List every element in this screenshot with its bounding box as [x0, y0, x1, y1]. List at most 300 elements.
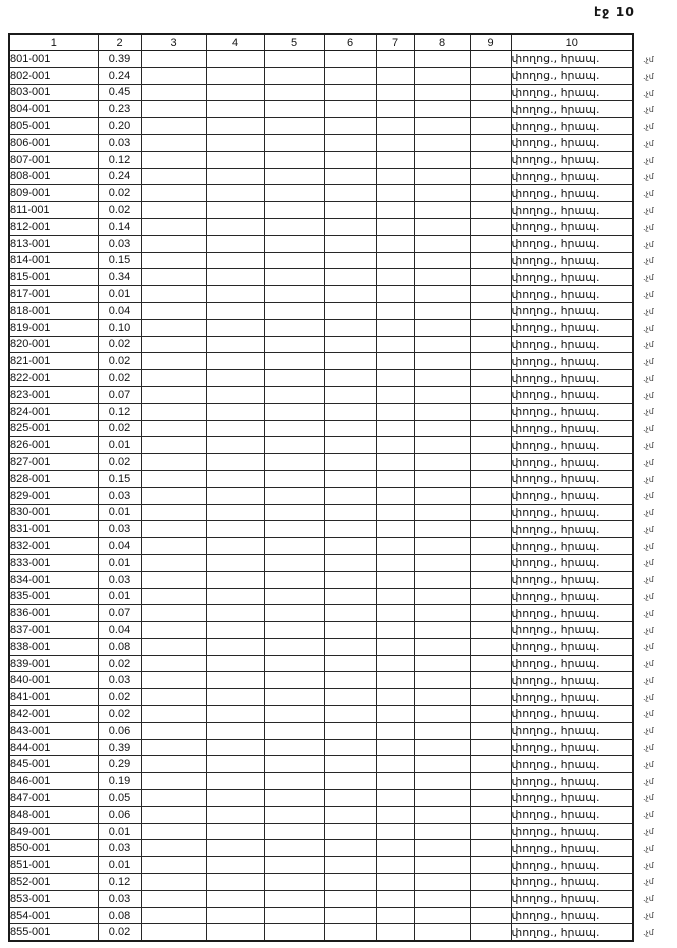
margin-note: .չմ: [643, 71, 654, 81]
cell-empty: [414, 286, 470, 303]
cell-empty: [141, 286, 206, 303]
cell-empty: [264, 84, 324, 101]
cell-empty: [141, 319, 206, 336]
cell-empty: [206, 454, 264, 471]
cell-empty: [141, 672, 206, 689]
cell-empty: [264, 605, 324, 622]
cell-code: 825-001: [9, 420, 98, 437]
cell-category-text: փողոց., հրապ.: [511, 218, 633, 235]
cell-value: 0.03: [98, 134, 141, 151]
cell-empty: [376, 790, 414, 807]
cell-category-text: փողոց., հրապ.: [511, 134, 633, 151]
cell-empty: [141, 806, 206, 823]
margin-note: .չմ: [643, 474, 654, 484]
cell-empty: [324, 790, 376, 807]
table-row: [9, 907, 633, 924]
cell-empty: [470, 487, 511, 504]
cell-empty: [324, 151, 376, 168]
cell-empty: [470, 722, 511, 739]
cell-value: 0.07: [98, 386, 141, 403]
table-row: [9, 756, 633, 773]
table-row: [9, 118, 633, 135]
cell-empty: [141, 773, 206, 790]
margin-note: .չմ: [643, 390, 654, 400]
cell-empty: [264, 218, 324, 235]
table-row: [9, 269, 633, 286]
margin-notes-column: [643, 52, 673, 941]
cell-empty: [470, 806, 511, 823]
cell-empty: [414, 890, 470, 907]
cell-empty: [376, 890, 414, 907]
cell-empty: [264, 134, 324, 151]
cell-value: 0.01: [98, 588, 141, 605]
table-row: [9, 470, 633, 487]
cell-empty: [470, 51, 511, 68]
cell-empty: [376, 655, 414, 672]
table-header-row: [9, 34, 633, 51]
cell-empty: [414, 370, 470, 387]
cell-empty: [376, 101, 414, 118]
cell-empty: [206, 622, 264, 639]
cell-empty: [470, 689, 511, 706]
cell-empty: [141, 538, 206, 555]
cell-empty: [324, 756, 376, 773]
cell-empty: [324, 622, 376, 639]
cell-empty: [141, 269, 206, 286]
table-row: [9, 605, 633, 622]
cell-empty: [414, 605, 470, 622]
cell-empty: [376, 420, 414, 437]
cell-empty: [414, 857, 470, 874]
cell-empty: [324, 218, 376, 235]
margin-note: .չմ: [643, 105, 654, 115]
cell-category-text: փողոց., հրապ.: [511, 638, 633, 655]
table-row: [9, 689, 633, 706]
cell-empty: [324, 84, 376, 101]
margin-note: .չմ: [643, 340, 654, 350]
cell-category-text: փողոց., հրապ.: [511, 151, 633, 168]
table-row: [9, 504, 633, 521]
cell-value: 0.04: [98, 622, 141, 639]
cell-empty: [206, 756, 264, 773]
cell-empty: [376, 487, 414, 504]
cell-empty: [264, 689, 324, 706]
cell-value: 0.02: [98, 706, 141, 723]
cell-code: 813-001: [9, 235, 98, 252]
margin-note: .չմ: [643, 692, 654, 702]
cell-empty: [414, 638, 470, 655]
cell-empty: [376, 269, 414, 286]
cell-value: 0.03: [98, 235, 141, 252]
cell-empty: [470, 84, 511, 101]
cell-empty: [206, 487, 264, 504]
cell-empty: [264, 638, 324, 655]
cell-category-text: փողոց., հրապ.: [511, 168, 633, 185]
cell-value: 0.02: [98, 185, 141, 202]
margin-note: .չմ: [643, 373, 654, 383]
table-row: [9, 790, 633, 807]
margin-note: .չմ: [643, 541, 654, 551]
cell-code: 845-001: [9, 756, 98, 773]
margin-note: .չմ: [643, 206, 654, 216]
cell-empty: [264, 823, 324, 840]
cell-empty: [414, 353, 470, 370]
cell-empty: [141, 840, 206, 857]
cell-empty: [324, 252, 376, 269]
cell-code: 849-001: [9, 823, 98, 840]
cell-value: 0.01: [98, 437, 141, 454]
cell-empty: [376, 51, 414, 68]
cell-empty: [376, 470, 414, 487]
cell-empty: [376, 924, 414, 941]
cell-value: 0.34: [98, 269, 141, 286]
cell-empty: [264, 403, 324, 420]
cell-empty: [470, 218, 511, 235]
cell-empty: [141, 386, 206, 403]
margin-note: .չմ: [643, 256, 654, 266]
cell-empty: [206, 588, 264, 605]
cell-empty: [264, 252, 324, 269]
margin-note: .չմ: [643, 743, 654, 753]
table-row: [9, 588, 633, 605]
margin-note: .չմ: [643, 138, 654, 148]
cell-empty: [264, 840, 324, 857]
cell-code: 811-001: [9, 202, 98, 219]
cell-empty: [376, 319, 414, 336]
table-row: [9, 386, 633, 403]
cell-empty: [141, 403, 206, 420]
cell-empty: [414, 706, 470, 723]
table-row: [9, 521, 633, 538]
cell-empty: [376, 403, 414, 420]
cell-code: 828-001: [9, 470, 98, 487]
cell-category-text: փողոց., հրապ.: [511, 554, 633, 571]
cell-value: 0.02: [98, 924, 141, 941]
cell-empty: [264, 857, 324, 874]
table-row: [9, 51, 633, 68]
cell-empty: [141, 874, 206, 891]
cell-empty: [206, 538, 264, 555]
cell-empty: [376, 521, 414, 538]
cell-empty: [141, 185, 206, 202]
cell-empty: [470, 874, 511, 891]
cell-empty: [141, 588, 206, 605]
margin-note: .չմ: [643, 306, 654, 316]
column-header-3: 3: [141, 34, 206, 51]
table-row: [9, 101, 633, 118]
margin-note: .չմ: [643, 323, 654, 333]
cell-category-text: փողոց., հրապ.: [511, 353, 633, 370]
cell-value: 0.12: [98, 151, 141, 168]
cell-value: 0.06: [98, 722, 141, 739]
cell-empty: [141, 823, 206, 840]
cell-empty: [206, 571, 264, 588]
cell-empty: [414, 235, 470, 252]
cell-empty: [206, 235, 264, 252]
cell-empty: [206, 370, 264, 387]
cell-empty: [324, 773, 376, 790]
cell-empty: [264, 924, 324, 941]
cell-empty: [376, 134, 414, 151]
table-row: [9, 420, 633, 437]
cell-empty: [264, 739, 324, 756]
cell-value: 0.12: [98, 403, 141, 420]
column-header-7: 7: [376, 34, 414, 51]
cell-value: 0.02: [98, 353, 141, 370]
cell-empty: [414, 756, 470, 773]
table-row: [9, 890, 633, 907]
margin-note: .չմ: [643, 357, 654, 367]
cell-category-text: փողոց., հրապ.: [511, 403, 633, 420]
cell-empty: [324, 168, 376, 185]
cell-empty: [141, 353, 206, 370]
table-row: [9, 454, 633, 471]
cell-empty: [376, 118, 414, 135]
cell-empty: [206, 739, 264, 756]
cell-empty: [376, 622, 414, 639]
cell-value: 0.02: [98, 420, 141, 437]
cell-code: 843-001: [9, 722, 98, 739]
cell-empty: [264, 706, 324, 723]
table-row: [9, 151, 633, 168]
cell-empty: [206, 168, 264, 185]
cell-value: 0.15: [98, 470, 141, 487]
table-row: [9, 336, 633, 353]
cell-category-text: փողոց., հրապ.: [511, 67, 633, 84]
margin-note: .չմ: [643, 608, 654, 618]
cell-empty: [206, 403, 264, 420]
cell-empty: [206, 689, 264, 706]
cell-empty: [376, 672, 414, 689]
cell-empty: [206, 353, 264, 370]
cell-empty: [141, 202, 206, 219]
cell-empty: [470, 286, 511, 303]
table-row: [9, 84, 633, 101]
cell-code: 808-001: [9, 168, 98, 185]
cell-empty: [206, 386, 264, 403]
margin-note: .չմ: [643, 726, 654, 736]
cell-empty: [414, 403, 470, 420]
cell-category-text: փողոց., հրապ.: [511, 823, 633, 840]
cell-empty: [470, 269, 511, 286]
cell-code: 836-001: [9, 605, 98, 622]
cell-empty: [141, 689, 206, 706]
cell-empty: [206, 51, 264, 68]
cell-code: 854-001: [9, 907, 98, 924]
cell-category-text: փողոց., հրապ.: [511, 840, 633, 857]
cell-value: 0.06: [98, 806, 141, 823]
cell-category-text: փողոց., հրապ.: [511, 437, 633, 454]
cell-empty: [470, 655, 511, 672]
cell-empty: [141, 790, 206, 807]
cell-empty: [376, 756, 414, 773]
cell-empty: [376, 504, 414, 521]
cell-empty: [141, 605, 206, 622]
cell-code: 831-001: [9, 521, 98, 538]
table-row: [9, 67, 633, 84]
cell-value: 0.03: [98, 487, 141, 504]
cell-empty: [264, 487, 324, 504]
table-row: [9, 722, 633, 739]
cell-empty: [376, 67, 414, 84]
cell-empty: [470, 857, 511, 874]
margin-note: .չմ: [643, 642, 654, 652]
cell-empty: [414, 487, 470, 504]
cell-empty: [206, 655, 264, 672]
table-row: [9, 235, 633, 252]
cell-empty: [264, 588, 324, 605]
cell-empty: [414, 101, 470, 118]
cell-empty: [324, 319, 376, 336]
cell-empty: [376, 538, 414, 555]
cell-empty: [376, 588, 414, 605]
margin-note: .չմ: [643, 810, 654, 820]
cell-value: 0.39: [98, 51, 141, 68]
cell-empty: [264, 51, 324, 68]
cell-code: 833-001: [9, 554, 98, 571]
cell-empty: [470, 588, 511, 605]
cell-empty: [376, 252, 414, 269]
cell-empty: [206, 554, 264, 571]
cell-empty: [264, 185, 324, 202]
cell-empty: [324, 638, 376, 655]
cell-code: 852-001: [9, 874, 98, 891]
cell-code: 824-001: [9, 403, 98, 420]
cell-empty: [376, 840, 414, 857]
cell-empty: [414, 202, 470, 219]
cell-empty: [414, 134, 470, 151]
cell-empty: [414, 739, 470, 756]
table-row: [9, 370, 633, 387]
cell-empty: [264, 168, 324, 185]
cell-empty: [414, 386, 470, 403]
cell-empty: [264, 622, 324, 639]
cell-empty: [264, 571, 324, 588]
cell-empty: [324, 689, 376, 706]
cell-empty: [470, 622, 511, 639]
cell-empty: [470, 420, 511, 437]
cell-category-text: փողոց., հրապ.: [511, 874, 633, 891]
cell-empty: [414, 571, 470, 588]
cell-empty: [324, 605, 376, 622]
cell-empty: [206, 420, 264, 437]
cell-empty: [206, 504, 264, 521]
cell-code: 846-001: [9, 773, 98, 790]
table-row: [9, 134, 633, 151]
cell-code: 844-001: [9, 739, 98, 756]
cell-empty: [470, 756, 511, 773]
cell-empty: [206, 638, 264, 655]
cell-empty: [376, 370, 414, 387]
margin-note: .չմ: [643, 55, 654, 64]
cell-empty: [264, 470, 324, 487]
cell-empty: [264, 269, 324, 286]
cell-empty: [324, 823, 376, 840]
margin-note: .չմ: [643, 625, 654, 635]
cell-empty: [470, 790, 511, 807]
cell-code: 823-001: [9, 386, 98, 403]
cell-code: 803-001: [9, 84, 98, 101]
cell-code: 839-001: [9, 655, 98, 672]
cell-empty: [470, 336, 511, 353]
cell-empty: [141, 739, 206, 756]
table-row: [9, 168, 633, 185]
cell-empty: [414, 554, 470, 571]
table-row: [9, 739, 633, 756]
cell-empty: [141, 235, 206, 252]
margin-note: .չմ: [643, 457, 654, 467]
cell-empty: [264, 722, 324, 739]
cell-empty: [376, 84, 414, 101]
cell-empty: [324, 890, 376, 907]
cell-empty: [470, 890, 511, 907]
cell-empty: [206, 672, 264, 689]
data-table: [8, 33, 634, 942]
cell-empty: [414, 907, 470, 924]
table-row: [9, 638, 633, 655]
cell-empty: [206, 924, 264, 941]
margin-note: .չմ: [643, 407, 654, 417]
cell-empty: [324, 437, 376, 454]
cell-empty: [414, 806, 470, 823]
cell-value: 0.03: [98, 840, 141, 857]
cell-empty: [141, 134, 206, 151]
cell-empty: [324, 739, 376, 756]
cell-empty: [206, 857, 264, 874]
margin-note: .չմ: [643, 575, 654, 585]
cell-empty: [376, 185, 414, 202]
cell-empty: [264, 521, 324, 538]
cell-empty: [264, 420, 324, 437]
cell-empty: [324, 722, 376, 739]
cell-empty: [324, 806, 376, 823]
table-row: [9, 538, 633, 555]
cell-value: 0.29: [98, 756, 141, 773]
table-row: [9, 655, 633, 672]
table-row: [9, 554, 633, 571]
cell-category-text: փողոց., հրապ.: [511, 790, 633, 807]
table-row: [9, 672, 633, 689]
cell-empty: [141, 638, 206, 655]
cell-empty: [470, 672, 511, 689]
cell-category-text: փողոց., հրապ.: [511, 924, 633, 941]
cell-code: 840-001: [9, 672, 98, 689]
cell-value: 0.08: [98, 638, 141, 655]
margin-note: .չմ: [643, 524, 654, 534]
cell-code: 819-001: [9, 319, 98, 336]
cell-empty: [414, 470, 470, 487]
cell-category-text: փողոց., հրապ.: [511, 706, 633, 723]
cell-value: 0.12: [98, 874, 141, 891]
cell-empty: [470, 773, 511, 790]
cell-empty: [264, 907, 324, 924]
cell-empty: [324, 235, 376, 252]
margin-note: .չմ: [643, 675, 654, 685]
cell-empty: [414, 504, 470, 521]
margin-note: .չմ: [643, 592, 654, 601]
cell-empty: [206, 706, 264, 723]
margin-note: .չմ: [643, 659, 654, 669]
cell-category-text: փողոց., հրապ.: [511, 739, 633, 756]
cell-code: 804-001: [9, 101, 98, 118]
cell-empty: [141, 571, 206, 588]
cell-value: 0.02: [98, 689, 141, 706]
cell-empty: [206, 521, 264, 538]
cell-empty: [376, 605, 414, 622]
cell-empty: [376, 151, 414, 168]
cell-empty: [324, 269, 376, 286]
cell-empty: [470, 302, 511, 319]
